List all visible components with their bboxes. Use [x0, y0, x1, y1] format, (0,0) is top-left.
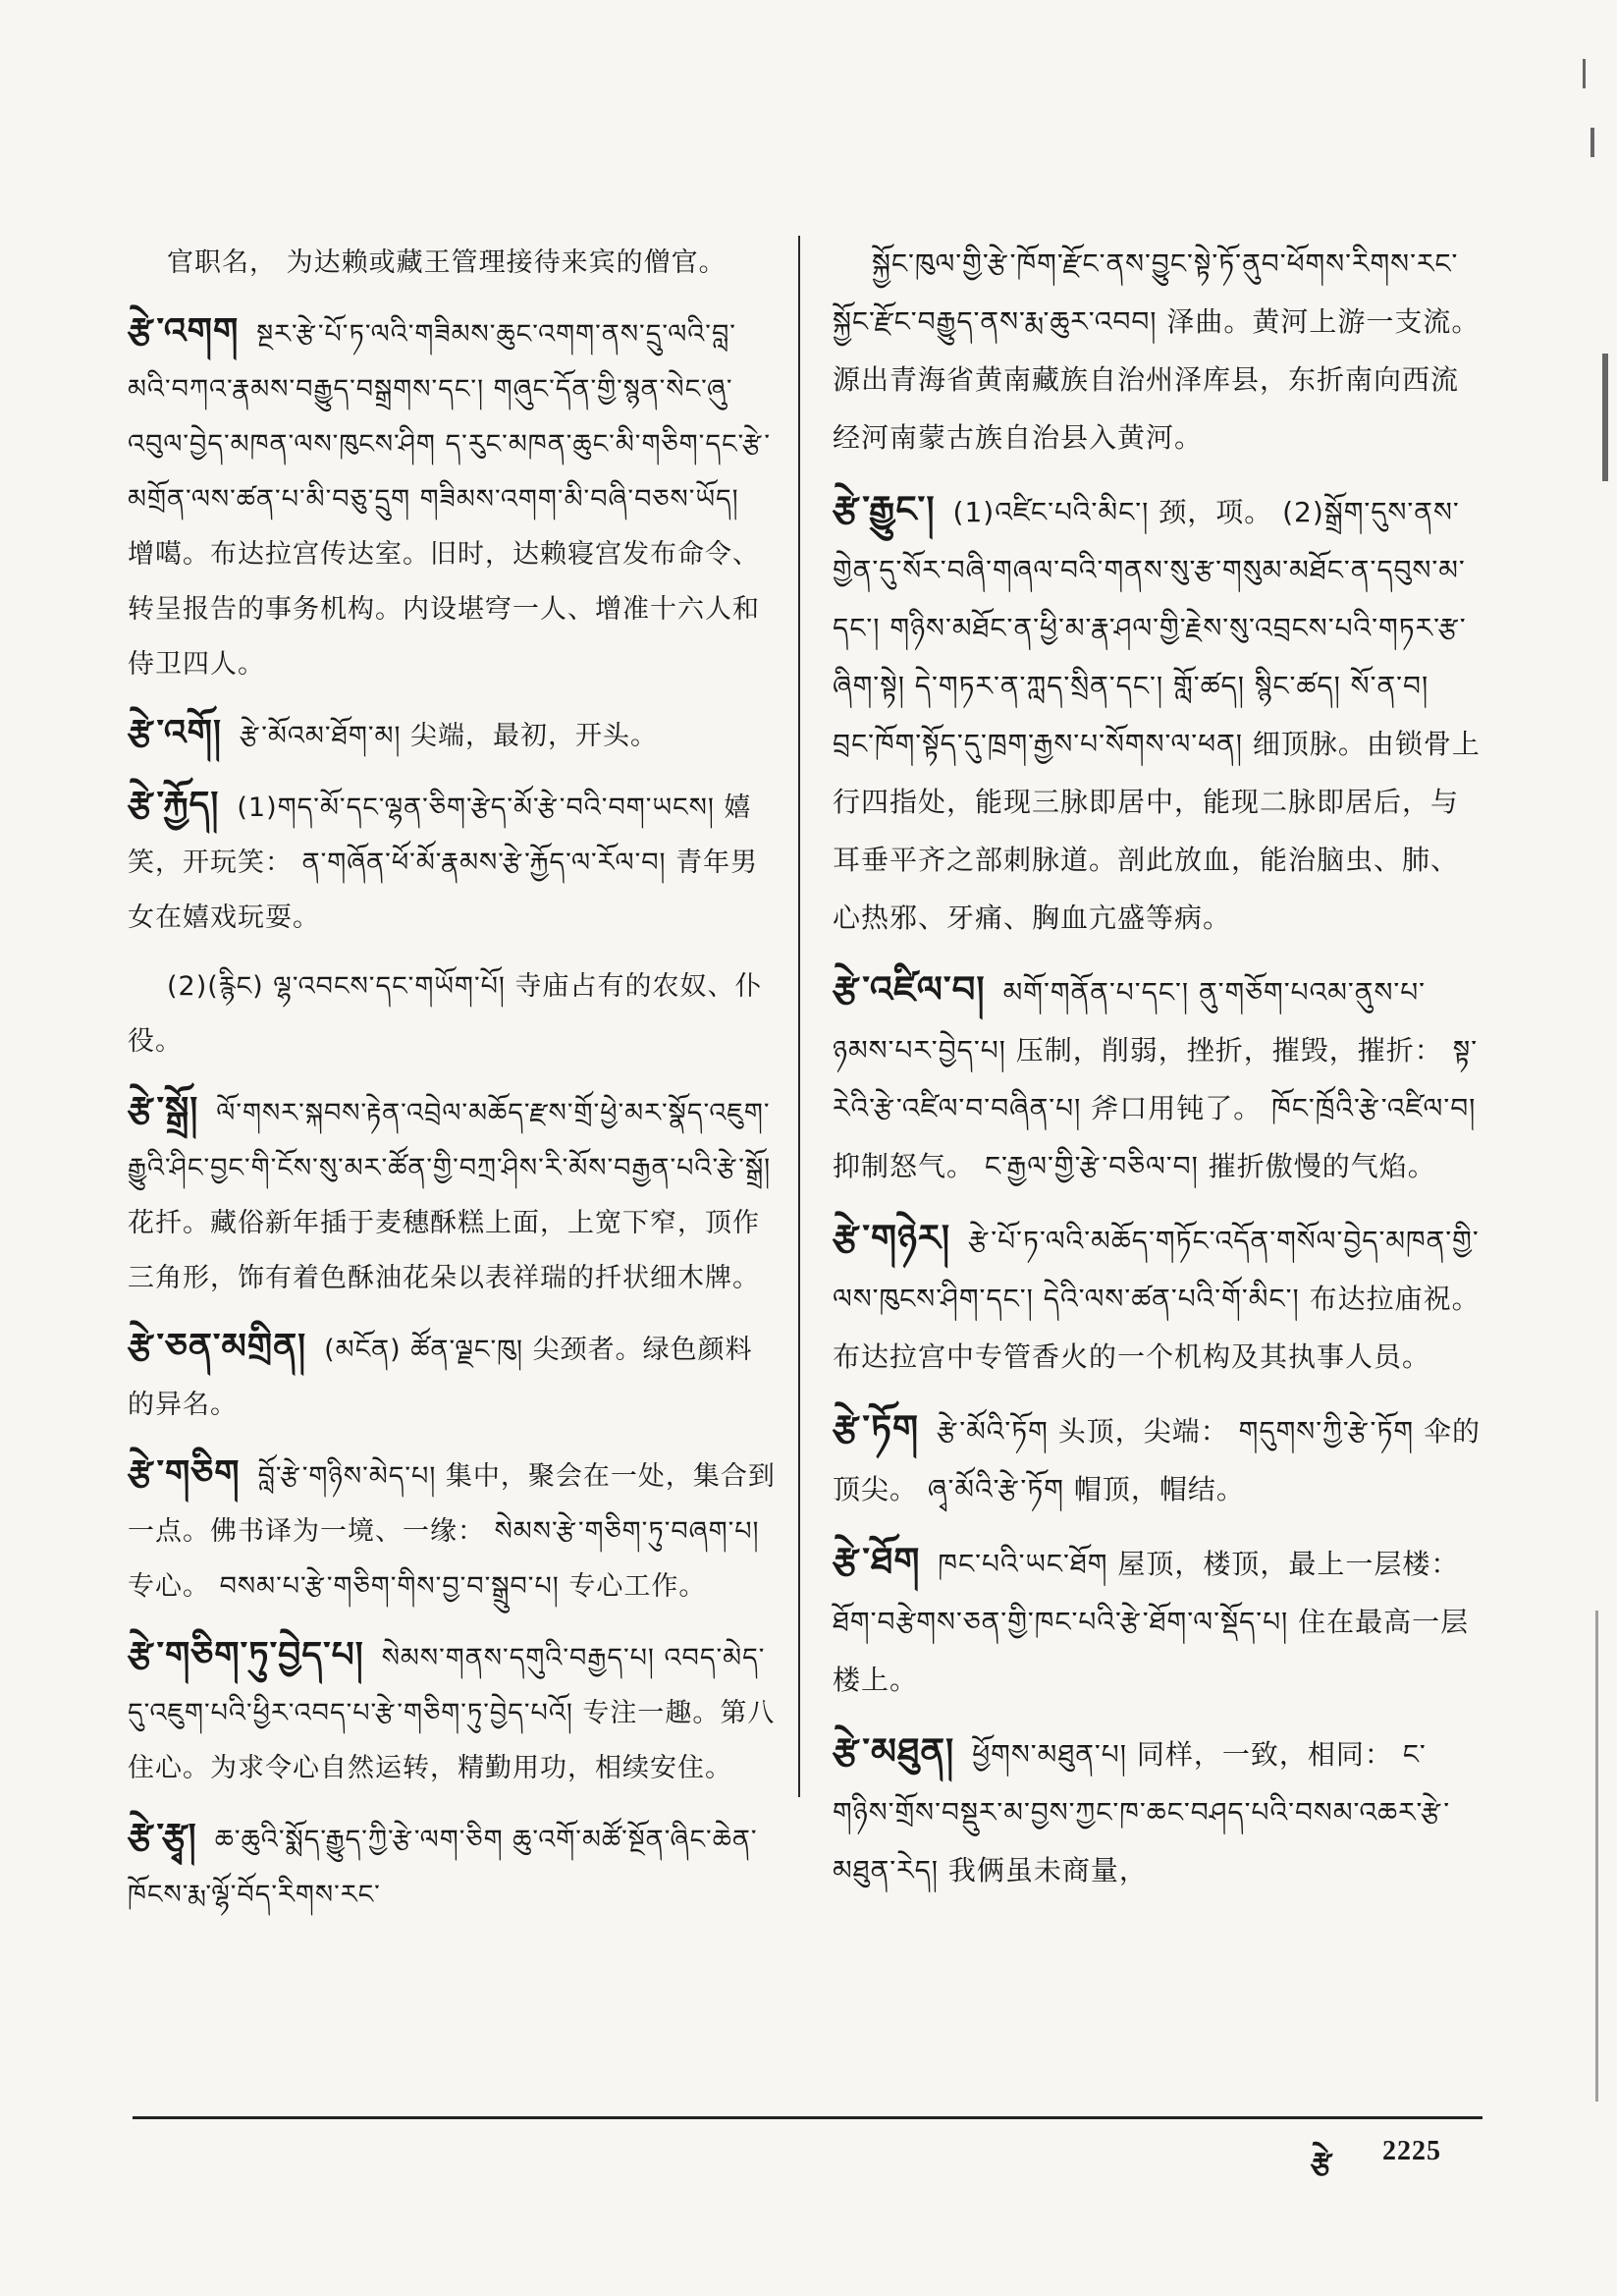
scan-edge-mark [1595, 1611, 1598, 2102]
dictionary-entry [128, 1320, 776, 1433]
entry-definition: ཆ་ཆུའི་སྨོད་རྒྱུད་ཀྱི་རྩེ་ལག་ཅིག ཆུ་འགོ་མཚོ་སྔོན་ཞིང་ཆེན་ཁོངས་རྨ་ལྷོ་བོད་རིགས་རང་ [128, 1825, 758, 1910]
entry-headword: རྩེ་སྒྲོ། [128, 1090, 199, 1130]
entry-definition: རྩེ་པོ་ཏ་ལའི་མཆོད་གཏོང་འདོན་གསོལ་བྱེད་མཁན་གྱི་ལས་ཁུངས་ཤིག་དང་། དེའི་ལས་ཚན་པའི་གོ་མིང་། 布达拉庙祝。布达拉宫中专管香火的一个机构及其执事人员。 [833, 1225, 1481, 1373]
dictionary-entry [833, 1400, 1481, 1519]
footer-rule [133, 2116, 1482, 2119]
scan-edge-mark [1602, 354, 1608, 481]
entry-definition: (1)འཛིང་པའི་མིང་། 颈，项。 (2)སྒྲོག་དུས་ནས་གྱེན་དུ་སོར་བཞི་གཞལ་བའི་གནས་སུ་རྩ་གསུམ་མཐོང་ན་དབུས་མ་དང་། གཉིས་མཐོང་ན་ཕྱི་མ་རྣ་ཤལ་གྱི་རྗེས་སུ་འབྲངས་པའི་གཏར་རྩ་ཞིག་སྟེ། དེ་གཏར་ན་ཀླད་སྲིན་དང་། གློ་ཚད། སྙིང་ཚད། སོ་ན་བ། བྲང་ཁོག་སྟོད་དུ་ཁྲག་རྒྱས་པ་སོགས་ལ་ཕན། 细顶脉。由锁骨上行四指处，能现三脉即居中，能现二脉即居后，与耳垂平齐之部刺脉道。剖此放血，能治脑虫、肺、心热邪、牙痛、胸血亢盛等病。 [833, 496, 1481, 934]
entry-headword: རྩེ་ཏོག [833, 1407, 920, 1449]
entry-definition: བློ་རྩེ་གཉིས་མེད་པ། 集中，聚会在一处，集合到一点。佛书译为一境、一缘： སེམས་རྩེ་གཅིག་ཏུ་བཞག་པ། 专心。 བསམ་པ་རྩེ་གཅིག་གིས་བྱ་བ་སྒྲུབ་པ། 专心工作。 [128, 1461, 776, 1602]
dictionary-entry [833, 1533, 1481, 1710]
entry-definition: (1)གད་མོ་དང་ལྷན་ཅིག་རྩེད་མོ་རྩེ་བའི་བག་ཡངས། 嬉笑，开玩笑： ན་གཞོན་ཕོ་མོ་རྣམས་རྩེ་རྐྱོད་ལ་རོལ་བ། 青年男女在嬉戏玩耍。 [128, 793, 759, 933]
entry-definition: མགོ་གནོན་པ་དང་། ནུ་གཅོག་པའམ་ནུས་པ་ཉམས་པར་བྱེད་པ། 压制，削弱，挫折，摧毁，摧折： སྟ་རེའི་རྩེ་འཛིལ་བ་བཞིན་པ། 斧口用钝了。 ཁོང་ཁྲོའི་རྩེ་འཛིལ་བ། 抑制怒气。 ང་རྒྱལ་གྱི་རྩེ་བཅིལ་བ། 摧折傲慢的气焰。 [833, 976, 1479, 1182]
dictionary-entry [833, 1210, 1481, 1387]
dictionary-entry [128, 959, 776, 1069]
entry-headword: རྩེ་གཅིག་ཏུ་བྱེད་པ། [128, 1635, 364, 1675]
dictionary-entry [833, 236, 1481, 467]
dictionary-entry [128, 706, 776, 764]
scan-edge-mark [1583, 59, 1586, 88]
dictionary-entry [128, 778, 776, 946]
entry-definition: སྐྱོང་ཁུལ་གྱི་རྩེ་ཁོག་རྫོང་ནས་བྱུང་སྟེ་ཏོ་ནུབ་ཕོགས་རིགས་རང་སྐྱོང་རྫོང་བརྒྱུད་ནས་རྨ་ཆུར་འབབ། 泽曲。黄河上游一支流。源出青海省黄南藏族自治州泽库县，东折南向西流经河南蒙古族自治县入黄河。 [833, 247, 1481, 454]
entry-definition: སྔར་རྩེ་པོ་ཏ་ལའི་གཟིམས་ཆུང་འགག་ནས་དྲུ་ལའི་བླ་མའི་བཀའ་རྣམས་བརྒྱུད་བསྒྲགས་དང་། གཞུང་དོན་གྱི་སྙན་སེང་ཞུ་འབུལ་བྱེད་མཁན་ལས་ཁུངས་ཤིག ད་རུང་མཁན་ཆུང་མི་གཅིག་དང་རྩེ་མགྲོན་ལས་ཚན་པ་མི་བཅུ་དྲུག གཟིམས་འགག་མི་བཞི་བཅས་ཡོད། 增噶。布达拉宫传达室。旧时，达赖寝宫发布命令、转呈报告的事务机构。内设堪穹一人、增准十六人和侍卫四人。 [128, 319, 772, 680]
entry-definition: ཁང་པའི་ཡང་ཐོག 屋顶，楼顶，最上一层楼： ཐོག་བརྩེགས་ཅན་གྱི་ཁང་པའི་རྩེ་ཐོག་ལ་སྡོད་པ། 住在最高一层楼上。 [833, 1548, 1470, 1696]
entry-headword: རྩེ་གཉེར། [833, 1217, 951, 1259]
entry-definition: ལོ་གསར་སྐབས་རྟེན་འབྲེལ་མཆོད་རྫས་གྲོ་ཕྱེ་མར་སྣོད་འཇུག་རྒྱུའི་ཤིང་བྱང་གི་ངོས་སུ་མར་ཚོན་གྱི་བཀྲ་ཤིས་རི་མོས་བརྒྱན་པའི་རྩེ་སྒྲོ། 花扦。藏俗新年插于麦穗酥糕上面，上宽下窄，顶作三角形，饰有着色酥油花朵以表祥瑞的扦状细木牌。 [128, 1098, 772, 1293]
dictionary-entry [128, 1628, 776, 1796]
entry-definition: (2)(རྙིང) ལྷ་འབངས་དང་གཡོག་པོ། 寺庙占有的农奴、仆役。 [128, 971, 763, 1057]
entry-definition: (མངོན) ཚོན་ལྗང་ཁུ། 尖颈者。绿色颜料的异名。 [128, 1335, 753, 1420]
running-head: རྩེ [1311, 2147, 1333, 2181]
column-divider [798, 236, 800, 1797]
dictionary-entry [833, 961, 1481, 1196]
dictionary-entry [833, 1723, 1481, 1900]
entry-definition: རྩེ་མོའམ་ཐོག་མ། 尖端，最初，开头。 [239, 721, 659, 751]
page-number: 2225 [1382, 2136, 1441, 2166]
dictionary-entry [128, 1810, 776, 1923]
entry-definition: ཕྱོགས་མཐུན་པ། 同样，一致，相同： ང་གཉིས་གྲོས་བསྡུར་མ་བྱས་ཀྱང་ཁ་ཆང་བཤད་པའི་བསམ་འཆར་རྩེ་མཐུན་རེད། 我俩虽未商量， [833, 1738, 1451, 1886]
right-column [833, 236, 1481, 1914]
entry-headword: རྩེ་རྩྭ། [128, 1817, 197, 1857]
entry-headword: རྩེ་འཛིལ་བ། [833, 968, 986, 1011]
entry-definition: 官职名， 为达赖或藏王管理接待来宾的僧官。 [167, 247, 727, 278]
dictionary-entry [128, 304, 776, 692]
dictionary-entry [128, 1083, 776, 1306]
left-column [128, 236, 776, 1937]
entry-headword: རྩེ་གཅིག [128, 1453, 241, 1494]
dictionary-entry [128, 236, 776, 291]
entry-definition: སེམས་གནས་དགུའི་བརྒྱད་པ། འབད་མེད་དུ་འཇུག་པའི་ཕྱིར་འབད་པ་རྩེ་གཅིག་ཏུ་བྱེད་པའོ། 专注一趣。第八住心。为求令心自然运转，精勤用功，相续安住。 [128, 1643, 776, 1783]
entry-headword: རྩེ་འགོ། [128, 713, 222, 753]
entry-headword: རྩེ་ཅན་མགྲིན། [128, 1327, 307, 1367]
entry-headword: རྩེ་འགག [128, 311, 240, 352]
entry-definition: རྩེ་མོའི་ཏོག 头顶，尖端： གདུགས་ཀྱི་རྩེ་ཏོག 伞的顶尖。 ཞྭ་མོའི་རྩེ་ཏོག 帽顶，帽结。 [833, 1415, 1481, 1505]
dictionary-entry [128, 1447, 776, 1614]
scan-edge-mark [1590, 128, 1594, 157]
entry-headword: རྩེ་རྒྱུང་། [833, 488, 936, 530]
dictionary-entry [833, 481, 1481, 948]
entry-headword: རྩེ་ཐོག [833, 1540, 921, 1582]
entry-headword: རྩེ་མཐུན། [833, 1730, 955, 1773]
entry-headword: རྩེ་རྐྱོད། [128, 785, 220, 825]
